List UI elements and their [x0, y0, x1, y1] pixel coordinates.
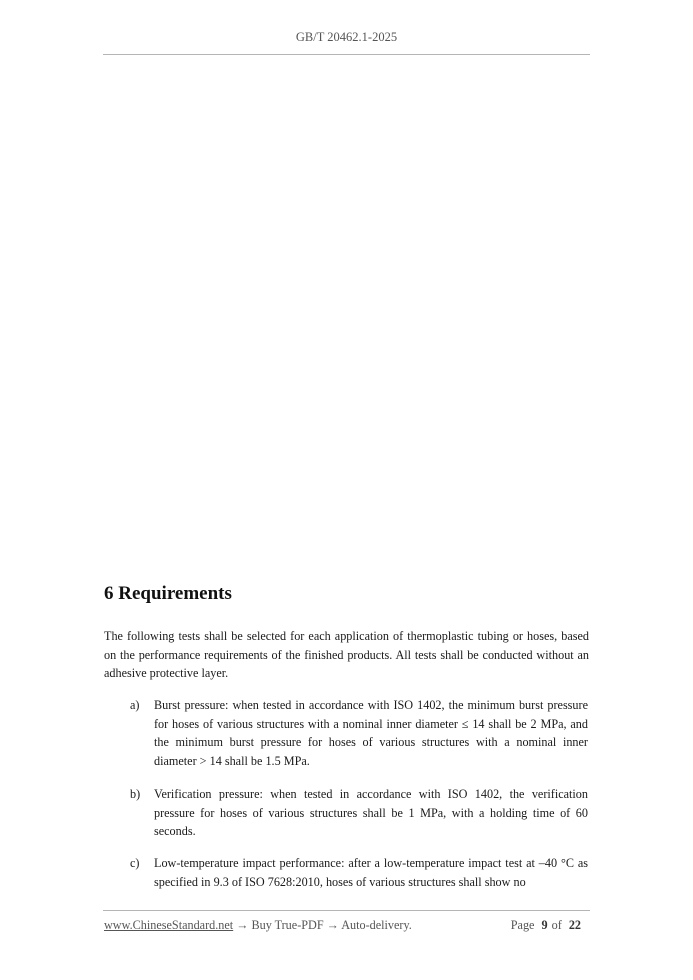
intro-paragraph: The following tests shall be selected for each application of thermoplastic tubing or hoses, based on the performance requirements of the finished products. All tests shall be conducted without an adhesive protective layer. — [104, 629, 589, 681]
list-item-text: Low-temperature impact performance: after a low-temperature impact test at –40 °C as specified in 9.3 of ISO 7628:2010, hoses of various structures shall show no — [154, 856, 588, 889]
page-of-label: of — [551, 918, 562, 932]
footer-promo — [104, 918, 412, 933]
list-item-text: Burst pressure: when tested in accordance with ISO 1402, the minimum burst pressure for hoses of various structures with a nominal inner diameter ≤ 14 shall be 2 MPa, and the minimum burst pressure for hoses of various structures with a nominal inner diameter > 14 shall be 1.5 MPa. — [154, 698, 588, 768]
page-current: 9 — [541, 918, 548, 932]
list-item-text: Verification pressure: when tested in accordance with ISO 1402, the verification pressure for hoses of various structures shall be 1 MPa, with a holding time of 60 seconds. — [154, 787, 588, 839]
page-total: 22 — [568, 918, 581, 932]
page-number — [511, 918, 585, 933]
page-header: GB/T 20462.1-2025 — [295, 30, 398, 44]
list-item-label: a) — [130, 698, 140, 712]
list-item-label: c) — [130, 856, 140, 870]
footer-divider — [103, 910, 590, 911]
site-link[interactable]: www.ChineseStandard.net — [104, 918, 234, 932]
page-label: Page — [510, 918, 535, 932]
header-divider — [103, 54, 590, 55]
section-title: 6 Requirements — [104, 583, 232, 604]
list-item-label: b) — [130, 787, 141, 801]
footer-promo-text: → Buy True-PDF → Auto-delivery. — [233, 918, 412, 932]
